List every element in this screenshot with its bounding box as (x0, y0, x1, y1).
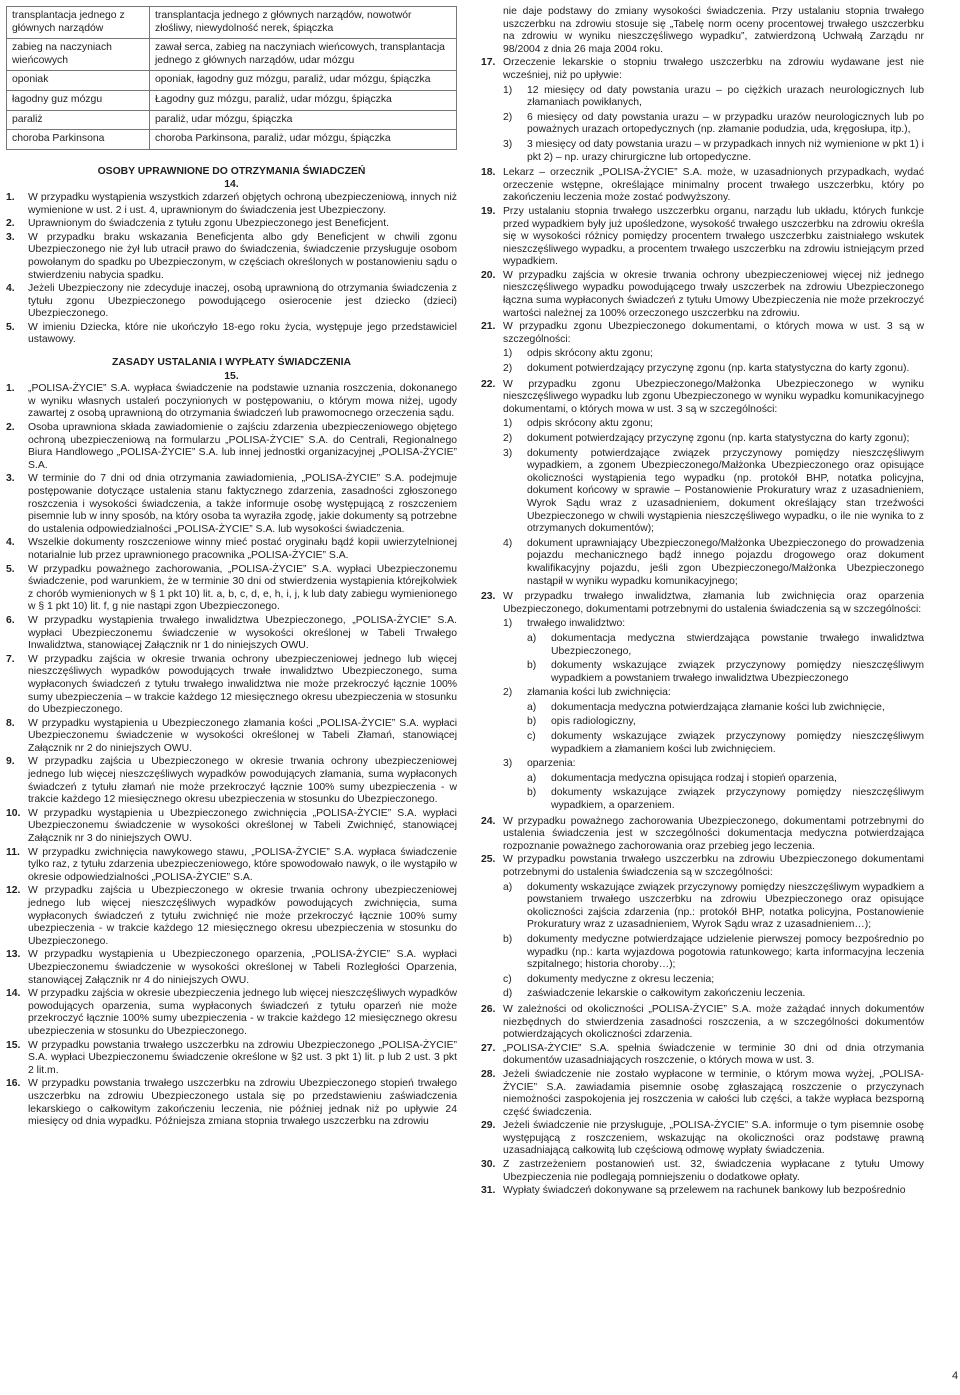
paragraph-text (28, 192, 457, 217)
list-item-text: dokumenty wskazujące związek przyczynowy pomiędzy nieszczęśliwym wypadkiem a złamaniem kości lub zwichnięciem. (551, 731, 924, 755)
paragraph (481, 321, 924, 377)
paragraph-body: W przypadku braku wskazania Beneficjenta albo gdy Beneficjent w chwili zgonu Ubezpieczonego nie żył lub utracił prawo do świadczenia, świadczenie przysługuje osobom powołanym do spadku po Ubezpieczonym, w częściach określonych w postanowieniu sądu o stwierdzeniu nabycia spadku. (28, 231, 457, 281)
page-number: 4 (952, 1370, 959, 1382)
paragraph-number: 4. (6, 283, 15, 295)
paragraph-body: „POLISA-ŻYCIE” S.A. spełnia świadczenie w terminie 30 dni od dnia otrzymania dokumentów uzasadniających roszczenie, o których mowa w ust. 3. (503, 1042, 924, 1067)
paragraph-number: 5. (6, 321, 15, 333)
paragraph-text (28, 564, 457, 614)
paragraph-text (503, 206, 924, 269)
section-number-14: 14. (224, 179, 239, 191)
paragraph-body: W przypadku zajścia u Ubezpieczonego w okresie trwania ochrony ubezpieczeniowej jednego lub więcej nieszczęśliwych wypadków powodujących zwichnięcia, suma wypłaconych świadczeń z tytułu zwichnięć nie może przekroczyć łącznie 100% sumy ubezpieczenia - w trakcie każdego 12 miesięcznego okresu ubezpieczenia w stosunku do Ubezpieczonego. (28, 885, 457, 947)
list-item-marker: b) (527, 660, 537, 672)
list-item-marker: 1) (503, 618, 513, 630)
paragraph-body: W przypadku zgonu Ubezpieczonego/Małżonka Ubezpieczonego w wyniku nieszczęśliwego wypadku lub zgonu Ubezpieczonego w wyniku wypadku komunikacyjnego dokumentami, o których mowa w ust. 3 są w szczególności: (503, 378, 924, 415)
paragraph-text (28, 949, 457, 987)
paragraph (6, 537, 457, 562)
paragraph-number: 14. (6, 988, 21, 1000)
paragraph-text (503, 1159, 924, 1184)
paragraph-body: W przypadku powstania trwałego uszczerbku na zdrowiu Ubezpieczonego „POLISA-ŻYCIE” S.A. wypłaci Ubezpieczonemu świadczenie określone w §2 ust. 3 pkt 1) lit. p lub 2 ust. 3 pkt 2 lit.m. (28, 1039, 457, 1076)
paragraph (6, 383, 457, 421)
list-item (503, 988, 924, 1001)
table-row (7, 130, 457, 150)
paragraph (481, 379, 924, 591)
list-item (503, 934, 924, 972)
paragraph-number: 1. (6, 383, 15, 395)
list-item (527, 716, 924, 729)
paragraph-text (503, 167, 924, 205)
paragraph-body: Przy ustalaniu stopnia trwałego uszczerbku organu, narządu lub układu, których funkcje przed wypadkiem były już upośledzone, wysokość trwałego uszczerbku na zdrowiu określa się w wysokości różnicy pomiędzy procentem trwałego uszczerbku zaistniałego wskutek nieszczęśliwego wypadku, a procentem trwałego uszczerbku na zdrowiu istniejącym przed wypadkiem. (503, 205, 924, 268)
list-item-text: 3 miesięcy od daty powstania urazu – w przypadkach innych niż wymienione w pkt 1) i pkt 2) – np. urazy chirurgiczne lub ortopedyczne. (527, 138, 924, 163)
table-cell-covered-events: zawał serca, zabieg na naczyniach wieńcowych, transplantacja jednego z głównych narządów, udar mózgu (150, 39, 457, 71)
paragraph (6, 473, 457, 536)
list-item (503, 348, 924, 361)
list-item (503, 687, 924, 700)
paragraph-text (503, 379, 924, 591)
list-item-marker: 3) (503, 758, 513, 770)
paragraph-text (28, 218, 457, 231)
paragraph-body: W przypadku wystąpienia u Ubezpieczonego złamania kości „POLISA-ŻYCIE” S.A. wypłaci Ubezpieczonemu świadczenie w wysokości określonej w Tabeli Złamań, stanowiącej Załącznik nr 2 do niniejszych OWU. (28, 717, 457, 754)
list-item (503, 882, 924, 932)
paragraph (481, 1069, 924, 1119)
list-item-marker: c) (503, 973, 512, 985)
paragraph-body: W przypadku wystąpienia trwałego inwalidztwa Ubezpieczonego, „POLISA-ŻYCIE” S.A. wypłaci Ubezpieczonemu świadczenie w wysokości określonej w Tabeli Trwałego Inwalidztwa, stanowiącej Załącznik nr 1 do niniejszych OWU. (28, 614, 457, 652)
paragraph-body: W przypadku zwichnięcia nawykowego stawu, „POLISA-ŻYCIE” S.A. wypłaca świadczenie tylko raz, z tytułu zdarzenia ubezpieczeniowego, które spowodowało nawyk, o ile wystąpiło w okresie odpowiedzialności „POLISA-ŻYCIE” S.A. (28, 846, 457, 883)
table-row (7, 110, 457, 130)
table-cell-covered-events: oponiak, łagodny guz mózgu, paraliż, udar mózgu, śpiączka (150, 71, 457, 91)
paragraph-text (28, 847, 457, 885)
paragraph-number: 2. (6, 218, 15, 230)
paragraph-body: Jeżeli Ubezpieczony nie zdecyduje inaczej, osobą uprawnioną do otrzymania świadczenia z tytułu zgonu Ubezpieczonego powodującego osierocenie jest dziecko (dzieci) Ubezpieczonego. (28, 283, 457, 320)
list-item-marker: 2) (503, 687, 513, 699)
section-heading-beneficiaries: OSOBY UPRAWNIONE DO OTRZYMANIA ŚWIADCZEŃ (97, 165, 366, 177)
paragraph-text (28, 1078, 457, 1128)
list-item-marker: a) (527, 632, 537, 644)
paragraph-text (28, 1040, 457, 1078)
right-column (481, 6, 924, 1199)
list-item-text: dokumenty wskazujące związek przyczynowy pomiędzy nieszczęśliwym wypadkiem a powstaniem trwałego uszczerbku na zdrowiu Ubezpieczonego oraz opisujące okoliczności zajścia zdarzenia (np.: protokół BHP, notatka policyjna, Postanowienie Prokuratury wraz z uzasadnieniem, Wyrok Sądu wraz z uzasadnieniem…); (527, 881, 924, 931)
list-item (527, 773, 924, 786)
paragraph-number: 30. (481, 1159, 496, 1171)
paragraph-number: 5. (6, 563, 15, 575)
table-row (7, 39, 457, 71)
paragraph (6, 564, 457, 614)
list-item (527, 660, 924, 685)
paragraph (481, 854, 924, 1003)
list-item (503, 418, 924, 431)
disease-table (6, 6, 457, 150)
list-item-text: 12 miesięcy od daty powstania urazu – po ciężkich urazach neurologicznych lub złamaniach powikłanych, (527, 84, 924, 109)
paragraph-body: Z zastrzeżeniem postanowień ust. 32, świadczenia wypłacane z tytułu Umowy Ubezpieczenia nie podlegają pomniejszeniu o dodatkowe opłaty. (503, 1159, 924, 1183)
paragraph-number: 21. (481, 321, 496, 333)
paragraph (481, 816, 924, 854)
paragraph-number: 27. (481, 1042, 496, 1054)
list-item (503, 758, 924, 771)
left-column (6, 6, 457, 1130)
paragraph-text (28, 885, 457, 948)
list-item-marker: 4) (503, 537, 513, 549)
list-item-marker: b) (527, 787, 537, 799)
paragraph (481, 1159, 924, 1184)
paragraph-number: 9. (6, 756, 15, 768)
paragraph (6, 192, 457, 217)
paragraph-number: 26. (481, 1003, 496, 1015)
paragraph-text (503, 270, 924, 320)
paragraph-number: 3. (6, 231, 15, 243)
paragraph (481, 1004, 924, 1042)
list-item-marker: 3) (503, 138, 513, 150)
paragraph-number: 10. (6, 807, 21, 819)
paragraph-number: 1. (6, 191, 15, 203)
list-item-marker: a) (527, 772, 537, 784)
table-cell-condition: oponiak (7, 71, 150, 91)
paragraph-number: 20. (481, 269, 496, 281)
list-item (503, 538, 924, 588)
paragraph-number: 31. (481, 1185, 496, 1197)
paragraph (481, 206, 924, 269)
table-row (7, 7, 457, 39)
paragraph (6, 1078, 457, 1128)
paragraph-number: 18. (481, 167, 496, 179)
paragraph-body: Jeżeli świadczenie nie zostało wypłacone w terminie, o którym mowa wyżej, „POLISA-ŻYCIE” S.A. zawiadamia pisemnie osobę zgłaszającą roszczenie o przyczynach niemożności zaspokojenia jej roszczenia w całości lub części, a także wypłaca bezsporną część świadczenia. (503, 1068, 924, 1118)
paragraph (6, 718, 457, 756)
paragraph-body: W przypadku trwałego inwalidztwa, złamania lub zwichnięcia oraz oparzenia Ubezpieczonego, dokumentami potrzebnymi do ustalenia świadczenia są w szczególności: (503, 591, 924, 615)
list-item-text: dokumenty wskazujące związek przyczynowy pomiędzy nieszczęśliwym wypadkiem a powstaniem trwałego inwalidztwa Ubezpieczonego (551, 660, 924, 684)
list-item-marker: a) (503, 881, 513, 893)
list-item-text: opis radiologiczny, (551, 716, 636, 728)
table-cell-covered-events: choroba Parkinsona, paraliż, udar mózgu, śpiączka (150, 130, 457, 150)
paragraph-number: 6. (6, 614, 15, 626)
section-number-15: 15. (224, 370, 239, 382)
list-item-marker: 2) (503, 363, 513, 375)
paragraph-text (503, 854, 924, 1003)
paragraph-text (28, 383, 457, 421)
table-cell-condition: łagodny guz mózgu (7, 90, 150, 110)
list-item (503, 363, 924, 376)
paragraph-body: Jeżeli świadczenie nie przysługuje, „POLISA-ŻYCIE” S.A. informuje o tym pisemnie osobę występującą z roszczeniem, wskazując na okoliczności oraz podstawę prawną uzasadniającą całkowitą lub częściową odmowę wypłaty świadczenia. (503, 1120, 924, 1157)
paragraph (481, 591, 924, 815)
paragraph (6, 949, 457, 987)
paragraph-text (503, 816, 924, 854)
list-item (503, 112, 924, 137)
list-item-text: dokument uprawniający Ubezpieczonego/Małżonka Ubezpieczonego do prowadzenia pojazdu mechanicznego bądź innego pojazdu drogowego oraz dokument kwalifikacyjny pojazdu, jeśli zgon Ubezpieczonego/Małżonka Ubezpieczonego nastąpił w wyniku wypadku komunikacyjnego; (527, 537, 924, 587)
paragraph (481, 167, 924, 205)
table-cell-condition: paraliż (7, 110, 150, 130)
paragraph-text (28, 615, 457, 653)
list-item (527, 731, 924, 756)
paragraph-body: W przypadku zajścia w okresie trwania ochrony ubezpieczeniowej więcej niż jednego nieszczęśliwego wypadku powodującego trwały uszczerbek na zdrowiu Ubezpieczonego łączna suma wypłaconych świadczeń z tytułu Umowy Ubezpieczenia nie może przekroczyć wartości należnej za 100% orzeczonego uszczerbku na zdrowiu. (503, 269, 924, 319)
paragraph-body: W przypadku zgonu Ubezpieczonego dokumentami, o których mowa w ust. 3 są w szczególności: (503, 321, 924, 345)
paragraph-body: W przypadku powstania trwałego uszczerbku na zdrowiu Ubezpieczonego dokumentami potrzebnymi do ustalenia świadczenia są w szczególności: (503, 854, 924, 878)
paragraph-number: 29. (481, 1120, 496, 1132)
list-item-marker: 3) (503, 447, 513, 459)
paragraph (6, 218, 457, 231)
list-item-marker: 2) (503, 433, 513, 444)
paragraph-body: W przypadku poważnego zachorowania Ubezpieczonego, dokumentami potrzebnymi do ustalenia świadczenia jest w szczególności dokumentacja medyczna potwierdzająca rozpoznanie poważnego zachorowania oraz przebieg jego leczenia. (503, 815, 924, 852)
list-item-text: odpis skrócony aktu zgonu; (527, 418, 653, 430)
list-item-text: zaświadczenie lekarskie o całkowitym zakończeniu leczenia. (527, 988, 806, 1000)
list-item-marker: 1) (503, 84, 513, 96)
paragraph (6, 232, 457, 282)
paragraph (6, 808, 457, 846)
list-item-text: dokumentacja medyczna opisująca rodzaj i stopień oparzenia, (551, 772, 837, 784)
list-item (503, 974, 924, 987)
list-item-text: dokumentacja medyczna stwierdzająca powstanie trwałego inwalidztwa Ubezpieczonego, (551, 632, 924, 657)
table-cell-covered-events: paraliż, udar mózgu, śpiączka (150, 110, 457, 130)
paragraph-body: W przypadku zajścia w okresie ubezpieczenia jednego lub więcej nieszczęśliwych wypadków powodujących oparzenia, suma wypłaconych świadczeń z tytułu oparzeń nie może przekroczyć łącznie 100% sumy ubezpieczenia - w trakcie każdego 12 miesięcznego okresu ubezpieczenia w stosunku do Ubezpieczonego. (28, 988, 457, 1037)
list-item-text: dokumenty wskazujące związek przyczynowy pomiędzy nieszczęśliwym wypadkiem, a oparzeniem. (551, 787, 924, 812)
paragraph-text (28, 654, 457, 717)
paragraph-text (28, 473, 457, 536)
list-item-text: dokument potwierdzający przyczynę zgonu (np. karta statystyczna do karty zgonu). (527, 363, 910, 375)
list-item-text: dokument potwierdzający przyczynę zgonu (np. karta statystyczna do karty zgonu); (527, 433, 910, 444)
paragraph (6, 422, 457, 472)
paragraph-body: Lekarz – orzecznik „POLISA-ŻYCIE” S.A. może, w uzasadnionych przypadkach, wydać orzeczenie wstępne, określające minimalny procent trwałego uszczerbku, który po zakończeniu leczenia może zostać podwyższony. (503, 167, 924, 204)
paragraph (6, 847, 457, 885)
paragraph-number: 19. (481, 205, 496, 217)
paragraph-body: „POLISA-ŻYCIE” S.A. wypłaca świadczenie na podstawie uznania roszczenia, dokonanego w wyniku własnych ustaleń poczynionych w postępowaniu, o którym mowa niżej, ugody zawartej z osobą uprawnioną do otrzymania świadczeń lub prawomocnego orzeczenia sądu. (28, 383, 457, 420)
section-heading-payment-rules: ZASADY USTALANIA I WYPŁATY ŚWIADCZENIA (112, 357, 351, 369)
table-cell-condition: choroba Parkinsona (7, 130, 150, 150)
paragraph-text (28, 283, 457, 321)
paragraph (481, 1043, 924, 1068)
paragraph-number: 24. (481, 815, 496, 827)
paragraph (6, 654, 457, 717)
paragraph-body: W imieniu Dziecka, które nie ukończyło 18-ego roku życia, występuje jego przedstawiciel ustawowy. (28, 321, 457, 346)
paragraph (6, 988, 457, 1038)
list-item-text: oparzenia: (527, 758, 576, 770)
list-item-marker: 1) (503, 418, 513, 430)
paragraph-number: 28. (481, 1068, 496, 1080)
list-item-marker: b) (527, 716, 537, 728)
paragraph-body: Wypłaty świadczeń dokonywane są przelewem na rachunek bankowy lub bezpośrednio (503, 1185, 906, 1197)
paragraph (481, 1120, 924, 1158)
list-item (503, 85, 924, 110)
paragraph-text (28, 718, 457, 756)
list-item-marker: 2) (503, 111, 513, 123)
list-item-marker: b) (503, 933, 513, 945)
paragraph-body: Osoba uprawniona składa zawiadomienie o zajściu zdarzenia ubezpieczeniowego objętego ochroną ubezpieczeniową na formularzu „POLISA-ŻYCIE” S.A. do Centrali, Regionalnego Biura Handlowego „POLISA-ŻYCIE” S.A. lub innej jednostki organizacyjnej „POLISA-ŻYCIE” S.A. (28, 422, 457, 471)
paragraph-body: Orzeczenie lekarskie o stopniu trwałego uszczerbku na zdrowiu wydawane jest nie wcześniej, niż po upływie: (503, 57, 924, 81)
list-item-text: dokumenty potwierdzające związek przyczynowy pomiędzy nieszczęśliwym wypadkiem, a zgonem Ubezpieczonego/Małżonka Ubezpieczonego oraz opisujące okoliczności wystąpienia tego wypadku (np. protokół BHP, notatka policyjna, dokument końcowy w sprawie – Postanowienie Prokuratury wraz z uzasadnieniem, Wyrok Sądu wraz z uzasadnieniem, dokument określający stan trzeźwości Ubezpieczonego w chwili wystąpienia nieszczęśliwego wypadku, o ile nie wynika to z otrzymanych dokumentów); (527, 447, 924, 535)
paragraph-number: 2. (6, 422, 15, 434)
list-item (503, 448, 924, 536)
paragraph-body: W przypadku zajścia u Ubezpieczonego w okresie trwania ochrony ubezpieczeniowej jednego lub więcej nieszczęśliwych wypadków powodujących złamania, suma wypłaconych świadczeń z tytułu złamań nie może przekroczyć łącznie 100% sumy ubezpieczenia - w trakcie każdego 12 miesięcznego okresu ubezpieczenia w stosunku do Ubezpieczonego. (28, 756, 457, 806)
payment-rules-list-continued (481, 57, 924, 1197)
list-item (527, 633, 924, 658)
paragraph-text (503, 57, 924, 166)
paragraph-body: W zależności od okoliczności „POLISA-ŻYCIE” S.A. może zażądać innych dokumentów niezbędnych do stwierdzenia zasadności roszczenia, a w szczególności dokumentów potwierdzających okoliczności zdarzenia. (503, 1003, 924, 1041)
list-item-text: dokumenty medyczne z okresu leczenia; (527, 973, 715, 985)
table-cell-condition: zabieg na naczyniach wieńcowych (7, 39, 150, 71)
paragraph (481, 270, 924, 320)
table-cell-covered-events: transplantacja jednego z głównych narządów, nowotwór złośliwy, niewydolność nerek, śpiączka (150, 7, 457, 39)
paragraph-number: 17. (481, 57, 496, 69)
list-item (527, 702, 924, 715)
paragraph-body: Uprawnionym do świadczenia z tytułu zgonu Ubezpieczonego jest Beneficjent. (28, 218, 389, 230)
table-row (7, 90, 457, 110)
list-item-text: odpis skrócony aktu zgonu; (527, 348, 653, 360)
list-item (527, 787, 924, 812)
table-cell-condition: transplantacja jednego z głównych narządów (7, 7, 150, 39)
paragraph-body: W przypadku wystąpienia wszystkich zdarzeń objętych ochroną ubezpieczeniową, innych niż wymienione w ust. 2 i ust. 4, uprawnionym do świadczenia jest Ubezpieczony. (28, 191, 457, 216)
paragraph-text (503, 1004, 924, 1042)
paragraph-text (28, 232, 457, 282)
paragraph-number: 3. (6, 473, 15, 485)
list-item-marker: 1) (503, 348, 513, 360)
paragraph-number: 4. (6, 537, 15, 549)
list-item-text: 6 miesięcy od daty powstania urazu – w przypadku urazów neurologicznych lub po poważnych urazach ortopedycznych (np. złamanie podudzia, uda, kręgosłupa, itp.), (527, 111, 924, 136)
list-item-text: trwałego inwalidztwo: (527, 618, 626, 630)
list-item-text: dokumentacja medyczna potwierdzająca złamanie kości lub zwichnięcie, (551, 701, 885, 713)
beneficiaries-list (6, 192, 457, 347)
paragraph-16-continued: nie daje podstawy do zmiany wysokości świadczenia. Przy ustalaniu stopnia trwałego uszczerbku na zdrowiu stosuje się „Tabelę norm oceny procentowej trwałego uszczerbku na zdrowiu w wyniku nieszczęśliwego wypadku”, zatwierdzoną Uchwałą Zarządu nr 98/2004 z dnia 26 maja 2004 roku. (503, 6, 924, 55)
list-item (503, 433, 924, 446)
paragraph-text (503, 1120, 924, 1158)
paragraph (6, 322, 457, 347)
paragraph-text (28, 422, 457, 472)
paragraph-text (503, 1043, 924, 1068)
paragraph (481, 1185, 924, 1198)
list-item-marker: c) (527, 731, 536, 743)
paragraph (6, 283, 457, 321)
paragraph (6, 1040, 457, 1078)
paragraph-body: W przypadku wystąpienia u Ubezpieczonego zwichnięcia „POLISA-ŻYCIE” S.A. wypłaci Ubezpieczonemu świadczenie w wysokości określonej w Tabeli Zwichnięć, stanowiącej Załącznik nr 3 do niniejszych OWU. (28, 807, 457, 845)
paragraph-number: 8. (6, 717, 15, 729)
paragraph-number: 15. (6, 1039, 21, 1051)
paragraph-text (28, 988, 457, 1038)
paragraph-body: Wszelkie dokumenty roszczeniowe winny mieć postać oryginału bądź kopii uwierzytelnionej notarialnie lub przez uprawnionego pracownika „POLISA-ŻYCIE” S.A. (28, 537, 457, 561)
paragraph-body: W przypadku poważnego zachorowania, „POLISA-ŻYCIE” S.A. wypłaci Ubezpieczonemu świadczenie, pod warunkiem, że w terminie 30 dni od stwierdzenia wystąpienia którejkolwiek z chorób wymienionych w § 1 pkt 10) lit. a, b, c, d, e, h, i, j, k lub daty zabiegu wymienionego w § 1 pkt 10) lit. f, g nie nastąpi zgon Ubezpieczonego. (28, 563, 457, 613)
paragraph-body: W przypadku wystąpienia u Ubezpieczonego oparzenia, „POLISA-ŻYCIE” S.A. wypłaci Ubezpieczonemu świadczenie w wysokości określonej w Tabeli Rozległości Oparzenia, stanowiącej Załącznik nr 4 do niniejszych OWU. (28, 949, 457, 986)
list-item-text: złamania kości lub zwichnięcia: (527, 687, 671, 699)
paragraph-text (28, 322, 457, 347)
paragraph-number: 23. (481, 591, 496, 603)
table-row (7, 71, 457, 91)
paragraph-number: 25. (481, 854, 496, 866)
paragraph-text (503, 321, 924, 377)
paragraph-number: 12. (6, 885, 21, 897)
paragraph-text (503, 591, 924, 815)
list-item-text: dokumenty medyczne potwierdzające udzielenie pierwszej pomocy bezpośrednio po wypadku (np.: karta wyjazdowa pogotowia ratunkowego; karta informacyjna leczenia szpitalnego; historia choroby…); (527, 933, 924, 971)
payment-rules-list (6, 383, 457, 1128)
table-cell-covered-events: Łagodny guz mózgu, paraliż, udar mózgu, śpiączka (150, 90, 457, 110)
paragraph-number: 22. (481, 378, 496, 390)
paragraph-text (28, 537, 457, 562)
paragraph-text (503, 1069, 924, 1119)
list-item (503, 618, 924, 631)
paragraph-number: 16. (6, 1078, 21, 1090)
paragraph-text (28, 756, 457, 806)
paragraph-text (503, 1185, 924, 1198)
paragraph-body: W przypadku powstania trwałego uszczerbku na zdrowiu Ubezpieczonego stopień trwałego uszczerbku na zdrowiu Ubezpieczonego ustala się po przedstawieniu zaświadczenia lekarskiego o całkowitym zakończeniu leczenia, nie później jednak niż po upływie 24 miesięcy od dnia wypadku. Późniejsza zmiana stopnia trwałego uszczerbku na zdrowiu (28, 1078, 457, 1128)
paragraph-body: W przypadku zajścia w okresie trwania ochrony ubezpieczeniowej jednego lub więcej nieszczęśliwych wypadków powodujących trwałe inwalidztwo Ubezpieczonego, suma wypłaconych świadczeń z tytułu trwałego inwalidztwa nie może przekroczyć łącznie 100% sumy ubezpieczenia – w trakcie każdego 12 miesięcznego okresu ubezpieczenia w stosunku do Ubezpieczonego. (28, 653, 457, 716)
paragraph-text (28, 808, 457, 846)
paragraph (6, 615, 457, 653)
list-item (503, 139, 924, 164)
paragraph (6, 885, 457, 948)
paragraph-number: 7. (6, 653, 15, 665)
paragraph-number: 11. (6, 846, 20, 858)
paragraph (481, 57, 924, 166)
list-item-marker: a) (527, 701, 537, 713)
paragraph-body: W terminie do 7 dni od dnia otrzymania zawiadomienia, „POLISA-ŻYCIE” S.A. podejmuje postępowanie dotyczące ustalenia stanu faktycznego zdarzenia, zasadności zgłoszonego roszczenia i wysokości świadczenia, a także informuje osobę występującą z roszczeniem pisemnie lub w inny sposób, na który osoba ta wyraziła zgodę, jakie dokumenty są potrzebne do ustalenia odpowiedzialności „POLISA-ŻYCIE” S.A. lub wysokości świadczenia. (28, 473, 457, 535)
list-item-marker: d) (503, 988, 513, 1000)
paragraph (6, 756, 457, 806)
paragraph-number: 13. (6, 949, 21, 961)
